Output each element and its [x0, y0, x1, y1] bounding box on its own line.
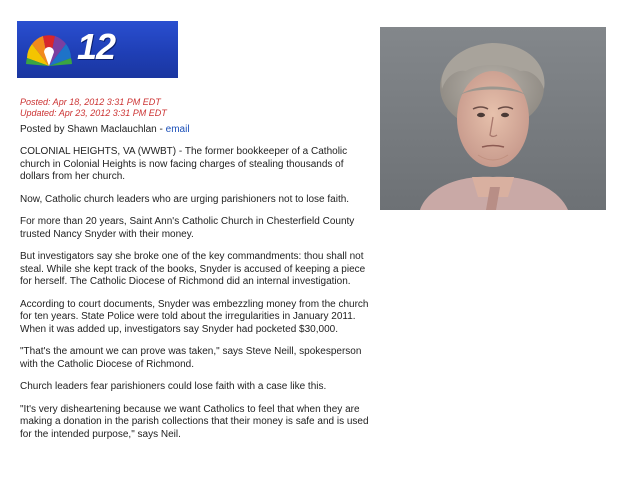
article-paragraph: But investigators say she broke one of the key commandments: thou shall not steal. While she kept track of the books, Snyder is accused of keeping a piece for herself. The Catholic Diocese of Richmond did an internal investigation. — [20, 251, 366, 287]
peacock-icon — [23, 26, 75, 72]
article-paragraph: COLONIAL HEIGHTS, VA (WWBT) - The former bookkeeper of a Catholic church in Colonial Heights is now facing charges of stealing thousands of dollars from her church. — [20, 146, 348, 182]
article-paragraph: For more than 20 years, Saint Ann's Catholic Church in Chesterfield County trusted Nancy Snyder with their money. — [20, 216, 355, 240]
article-paragraph: Church leaders fear parishioners could lose faith with a case like this. — [20, 381, 327, 392]
station-logo[interactable] — [17, 21, 178, 78]
mugshot-image — [380, 27, 606, 210]
mugshot-photo — [380, 27, 606, 210]
updated-date: Updated: Apr 23, 2012 3:31 PM EDT — [20, 108, 167, 118]
article-paragraph: Now, Catholic church leaders who are urging parishioners not to lose faith. — [20, 193, 350, 205]
posted-date: Posted: Apr 18, 2012 3:31 PM EDT — [20, 97, 161, 107]
article-dates — [20, 97, 167, 119]
channel-number: 12 — [77, 26, 116, 67]
article-paragraph: According to court documents, Snyder was embezzling money from the church for ten years. State Police were told about the irregularities in January 2011. When it was added up, investigators say Snyder had pocketed $30,000. — [20, 298, 369, 335]
article-paragraph: "It's very disheartening because we want Catholics to feel that when they are making a donation in the parish collections that their money is safe and is used for the intended purpose," says Neil. — [20, 403, 369, 440]
article-body — [20, 146, 375, 451]
byline-author: Posted by Shawn Maclauchlan - — [20, 124, 166, 135]
byline — [20, 124, 190, 135]
email-link[interactable]: email — [165, 124, 190, 135]
article-paragraph: "That's the amount we can prove was taken," says Steve Neill, spokesperson with the Catholic Diocese of Richmond. — [20, 346, 362, 370]
